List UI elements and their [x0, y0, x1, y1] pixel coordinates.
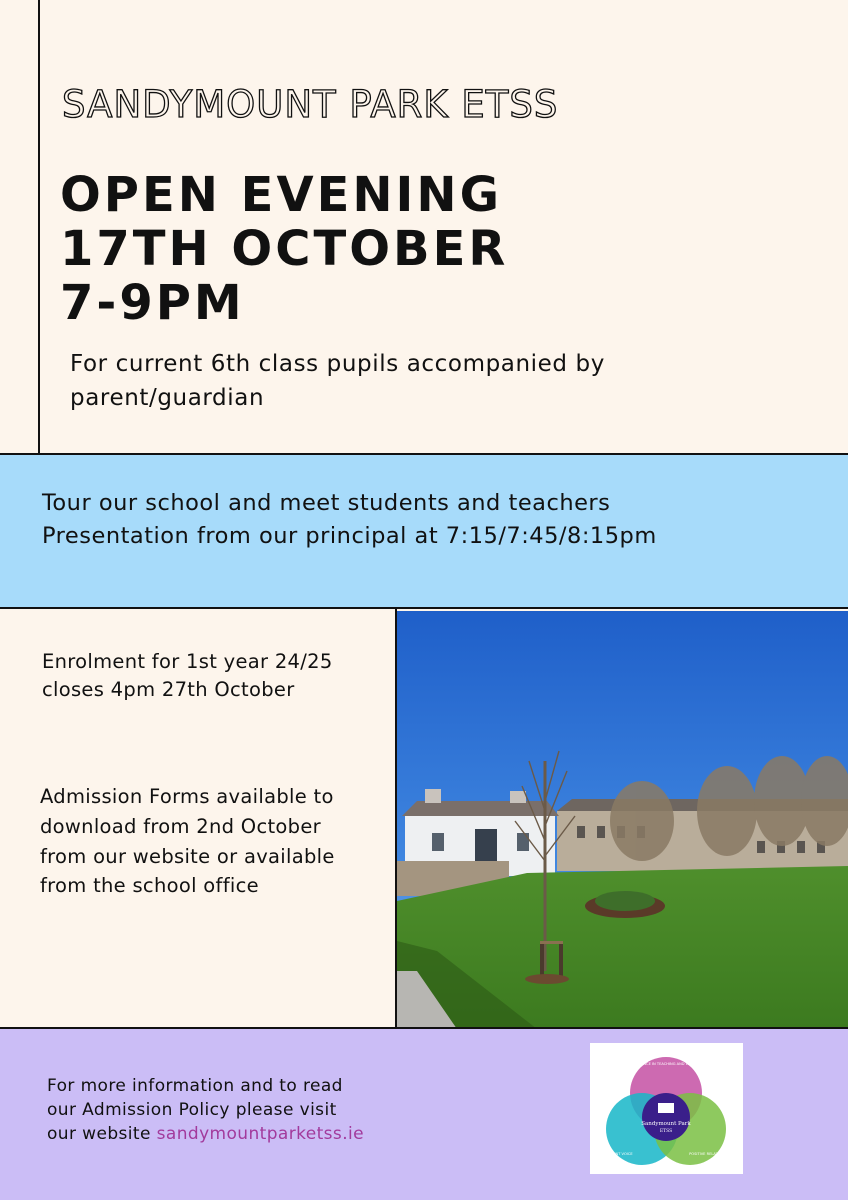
- enrolment-text: Enrolment for 1st year 24/25 closes 4pm 27th October: [42, 650, 333, 701]
- building-icon: [658, 1103, 674, 1113]
- tour-line: Tour our school and meet students and teachers: [42, 490, 611, 516]
- tour-info: [42, 487, 657, 553]
- info-line-1: For more information and to read: [47, 1076, 343, 1096]
- more-info-text: [47, 1074, 364, 1146]
- school-name: SANDYMOUNT PARK ETSS: [62, 83, 559, 126]
- event-headline: [60, 168, 508, 330]
- presentation-line: Presentation from our principal at 7:15/7:45/8:15pm: [42, 523, 657, 549]
- admission-text: Admission Forms available to download from 2nd October from our website or available from the school office: [40, 785, 335, 898]
- logo-ring-right: POSITIVE RELATIONSHIPS: [689, 1152, 735, 1156]
- left-vertical-rule: [38, 0, 40, 455]
- audience-text: For current 6th class pupils accompanied by parent/guardian: [70, 351, 605, 411]
- headline-line-time: 7-9PM: [60, 275, 245, 331]
- logo-sub: ETSS: [659, 1129, 673, 1134]
- school-logo: [590, 1043, 743, 1174]
- logo-name: Sandymount Park: [641, 1121, 691, 1127]
- school-grounds-photo: [397, 611, 848, 1029]
- info-line-2: our Admission Policy please visit: [47, 1100, 337, 1120]
- logo-ring-top: EXCELLENCE IN TEACHING AND LEARNING: [627, 1062, 705, 1066]
- headline-line-event: OPEN EVENING: [60, 167, 502, 223]
- website-link[interactable]: sandymountparketss.ie: [156, 1124, 364, 1144]
- logo-ring-left: STUDENT VOICE: [603, 1152, 633, 1156]
- headline-line-date: 17TH OCTOBER: [60, 221, 509, 277]
- info-line-3: [47, 1122, 364, 1146]
- info-line-3-prefix: our website: [47, 1124, 157, 1144]
